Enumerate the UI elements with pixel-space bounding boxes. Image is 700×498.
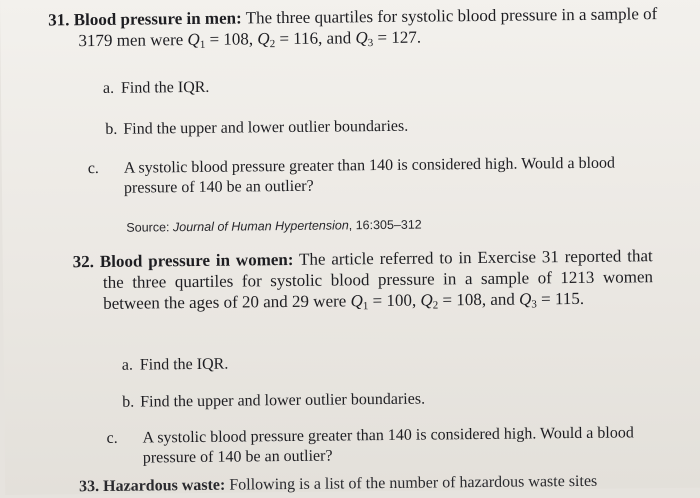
problem-31 bbox=[48, 3, 658, 51]
problem-31-q3: 127 bbox=[391, 27, 417, 47]
problem-31-heading: Blood pressure in men: bbox=[73, 8, 242, 30]
problem-32-part-c bbox=[106, 423, 644, 468]
problem-32-part-a bbox=[122, 350, 642, 375]
part-letter: c. bbox=[106, 429, 118, 447]
source-ref: , 16:305–312 bbox=[348, 217, 422, 233]
part-text: Find the upper and lower outlier boundaries. bbox=[140, 390, 426, 411]
part-letter: a. bbox=[121, 356, 134, 374]
problem-33-text: Following is a list of the number of hazardous waste sites bbox=[229, 472, 598, 494]
problem-32-text: The article referred to in Exercise 31 reported that the three quartiles for systolic blood pressure in a sample of 1213 women between the ages of 20 and 29 were bbox=[102, 246, 654, 313]
part-letter: c. bbox=[87, 159, 99, 178]
problem-32-part-b bbox=[122, 387, 642, 412]
problem-33-cutoff bbox=[79, 472, 597, 497]
source-label: Source: bbox=[126, 220, 174, 235]
problem-32-q1: 100 bbox=[386, 290, 413, 310]
part-text: A systolic blood pressure greater than 140 is considered high. Would a blood pressure of 140 be an outlier? bbox=[142, 424, 634, 467]
problem-31-q2: 116 bbox=[293, 28, 319, 48]
part-text: A systolic blood pressure greater than 140 is considered high. Would a blood pressure of 140 be an outlier? bbox=[123, 154, 616, 197]
problem-31-part-a bbox=[103, 73, 643, 99]
problem-32-stem: 32. Blood pressure in women: The article referred to in Exercise 31 reported that the three quartiles for systolic blood pressure in a sample of 1213 women between the ages of 20 and 29 were $Q_1 = 100$, $Q_2 = 108$, and $Q_3 = 115$. bbox=[72, 246, 654, 313]
source-journal: Journal of Human Hypertension bbox=[172, 218, 349, 235]
problem-31-number: 31. bbox=[48, 10, 70, 30]
problem-32-heading: Blood pressure in women: bbox=[99, 249, 294, 271]
problem-32-q2: 108 bbox=[456, 289, 482, 310]
part-text: Find the upper and lower outlier boundaries. bbox=[123, 117, 409, 138]
source-citation bbox=[126, 218, 421, 235]
part-letter: a. bbox=[102, 79, 115, 97]
problem-33-heading: Hazardous waste: bbox=[103, 476, 226, 495]
part-letter: b. bbox=[122, 393, 135, 411]
problem-31-stem: 31. Blood pressure in men: The three quartiles for systolic blood pressure in a sample of 3179 men were $Q_1 = 108$, $Q_2 = 116$, and $Q_3 = 127$. bbox=[48, 4, 658, 51]
part-text: Find the IQR. bbox=[120, 78, 210, 97]
problem-31-part-b bbox=[105, 114, 645, 140]
problem-31-part-c bbox=[87, 153, 654, 199]
problem-33-number: 33. bbox=[79, 477, 100, 496]
problem-31-text: The three quartiles for systolic blood pressure in a sample of 3179 men were bbox=[78, 4, 658, 51]
problem-31-q1: 108 bbox=[223, 29, 249, 49]
problem-32-q3: 115 bbox=[554, 288, 580, 309]
problem-32-number: 32. bbox=[72, 252, 95, 272]
part-letter: b. bbox=[105, 120, 118, 138]
part-text: Find the IQR. bbox=[139, 355, 229, 374]
problem-32 bbox=[73, 245, 654, 314]
